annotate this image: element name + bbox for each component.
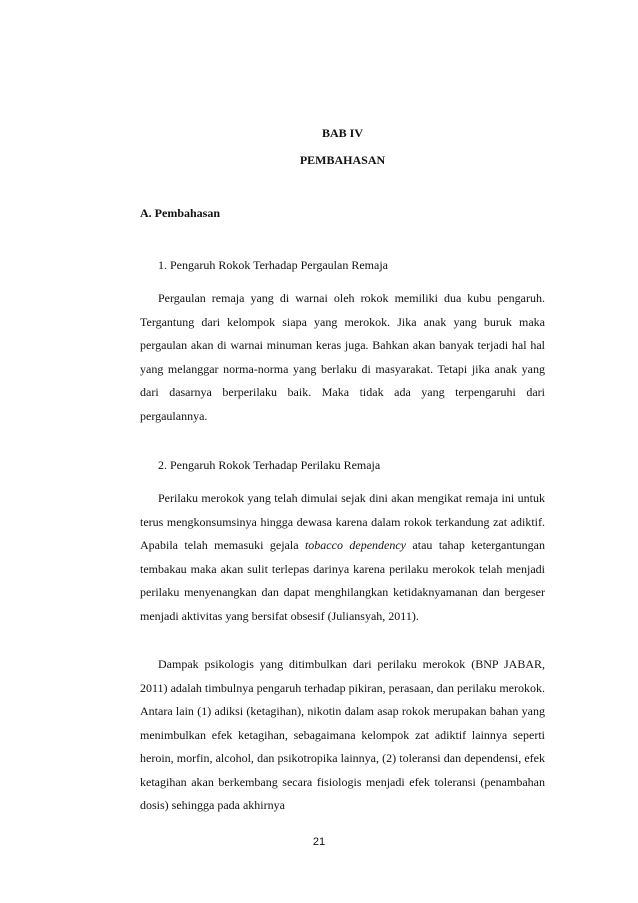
chapter-title: PEMBAHASAN bbox=[299, 153, 386, 167]
paragraph-pergaulan: Pergaulan remaja yang di warnai oleh rokok memiliki dua kubu pengaruh. Tergantung dari kelompok siapa yang merokok. Jika anak yang buruk maka pergaulan akan di warnai minuman keras juga. Bahkan akan banyak terjadi hal hal yang melanggar norma-norma yang berlaku di masyarakat. Tetapi jika anak yang dari dasarnya berperilaku baik. Maka tidak ada yang terpengaruhi dari pergaulannya. bbox=[140, 291, 545, 423]
italic-term: tobacco dependency bbox=[304, 538, 407, 552]
paragraph-perilaku-text-b: atau tahap ketergantungan tembakau maka akan sulit terlepas darinya karena perilaku merokok telah menjadi perilaku menyenangkan dan dapat menghilangkan ketidaknyamanan dan bergeser menjadi aktivitas yang bersifat obsesif (Juliansyah, 2011). bbox=[140, 538, 545, 623]
page-number: 21 bbox=[312, 836, 326, 848]
paragraph-dampak-psikologis: Dampak psikologis yang ditimbulkan dari perilaku merokok (BNP JABAR, 2011) adalah timbulnya pengaruh terhadap pikiran, perasaan, dan perilaku merokok. Antara lain (1) adiksi (ketagihan), nikotin dalam asap rokok merupakan bahan yang menimbulkan efek ketagihan, sebagaimana kelompok zat adiktif lainnya seperti heroin, morfin, alcohol, dan psikotropika lainnya, (2) toleransi dan dependensi, efek ketagihan akan berkembang secara fisiologis menjadi efek toleransi (penambahan dosis) sehingga pada akhirnya bbox=[140, 657, 545, 812]
paragraph-perilaku-text-a: Perilaku merokok yang telah dimulai sejak dini akan mengikat remaja ini untuk terus mengkonsumsinya hingga dewasa karena dalam rokok terkandung zat adiktif. Apabila telah memasuki gejala bbox=[140, 491, 545, 552]
paragraph-perilaku bbox=[140, 487, 545, 628]
subsection-heading-1: 1. Pengaruh Rokok Terhadap Pergaulan Remaja bbox=[158, 258, 388, 272]
chapter-number: BAB IV bbox=[321, 126, 363, 140]
section-heading: A. Pembahasan bbox=[140, 206, 221, 220]
subsection-heading-2: 2. Pengaruh Rokok Terhadap Perilaku Remaja bbox=[158, 458, 381, 472]
